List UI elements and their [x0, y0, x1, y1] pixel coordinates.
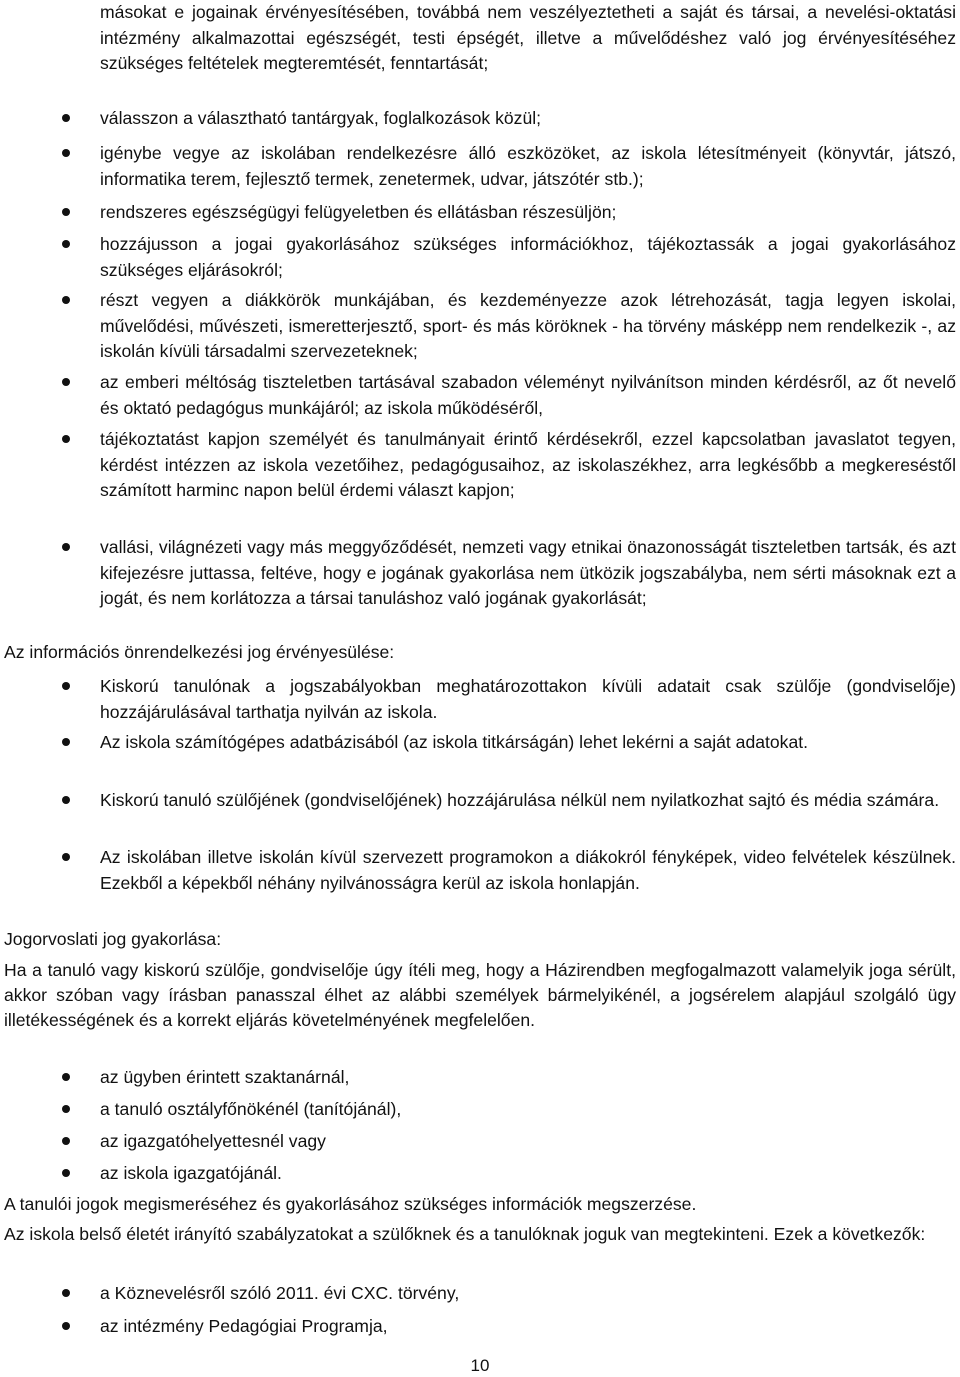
bullet-icon — [62, 1289, 70, 1297]
bullet-icon — [62, 240, 70, 248]
bullet-icon — [62, 296, 70, 304]
list-item: rendszeres egészségügyi felügyeletben és ellátásban részesüljön; — [100, 202, 617, 222]
list-item: Kiskorú tanuló szülőjének (gondviselőjének) hozzájárulása nélkül nem nyilatkozhat sajtó és média számára. — [100, 790, 940, 810]
body-paragraph: Az iskola belső életét irányító szabályzatokat a szülőknek és a tanulóknak joguk van megtekinteni. Ezek a következők: — [4, 1224, 926, 1244]
list-item: a Köznevelésről szóló 2011. évi CXC. törvény, — [100, 1283, 460, 1303]
list-item: Kiskorú tanulónak a jogszabályokban meghatározottakon kívüli adatait csak szülője (gondviselője) hozzájárulásával tarthatja nyilván az iskola. — [100, 676, 956, 722]
bullet-icon — [62, 149, 70, 157]
section-heading: Az információs önrendelkezési jog érvényesülése: — [4, 642, 395, 662]
bullet-icon — [62, 378, 70, 386]
list-item: válasszon a választható tantárgyak, foglalkozások közül; — [100, 108, 542, 128]
list-item: Az iskolában illetve iskolán kívül szervezett programokon a diákokról fényképek, video felvételek készülnek. Ezekből a képekből néhány nyilvánosságra kerül az iskola honlapján. — [100, 847, 956, 893]
list-item: részt vegyen a diákkörök munkájában, és kezdeményezze azok létrehozását, tagja legyen iskolai, művelődési, művészeti, ismeretterjesztő, sport- és más köröknek - ha törvény másképp nem rendelkezik -, az iskolán kívüli társadalmi szervezeteknek; — [100, 290, 956, 361]
list-item: a tanuló osztályfőnökénél (tanítójánál), — [100, 1099, 402, 1119]
list-item: az iskola igazgatójánál. — [100, 1163, 282, 1183]
list-item: tájékoztatást kapjon személyét és tanulmányait érintő kérdésekről, ezzel kapcsolatban javaslatot tegyen, kérdést intézzen az iskola vezetőihez, pedagógusaihoz, az iskolaszékhez, arra legkésőbb a megkereséstől számított harminc napon belül érdemi választ kapjon; — [100, 429, 956, 500]
list-item: Az iskola számítógépes adatbázisából (az iskola titkárságán) lehet lekérni a saját adatokat. — [100, 732, 809, 752]
list-item: hozzájusson a jogai gyakorlásához szükséges információkhoz, tájékoztassák a jogai gyakorlásához szükséges eljárásokról; — [100, 234, 956, 280]
bullet-icon — [62, 208, 70, 216]
list-item: az emberi méltóság tiszteletben tartásával szabadon véleményt nyilvánítson minden kérdésről, az őt nevelő és oktató pedagógus munkájáról; az iskola működéséről, — [100, 372, 956, 418]
bullet-icon — [62, 114, 70, 122]
list-item: az intézmény Pedagógiai Programja, — [100, 1316, 388, 1336]
continuation-text: másokat e jogainak érvényesítésében, továbbá nem veszélyeztetheti a saját és társai, a nevelési-oktatási intézmény alkalmazottai egészségét, testi épségét, illetve a művelődéshez való jog érvényesítéséhez szükséges feltételek megteremtését, fenntartását; — [100, 2, 956, 73]
bullet-icon — [62, 1073, 70, 1081]
bullet-icon — [62, 1105, 70, 1113]
list-item: igénybe vegye az iskolában rendelkezésre álló eszközöket, az iskola létesítményeit (könyvtár, játszó, informatika terem, fejlesztő termek, zenetermek, udvar, játszótér stb.); — [100, 143, 956, 189]
bullet-icon — [62, 1169, 70, 1177]
bullet-icon — [62, 738, 70, 746]
list-item: az ügyben érintett szaktanárnál, — [100, 1067, 350, 1087]
list-item: az igazgatóhelyettesnél vagy — [100, 1131, 326, 1151]
bullet-icon — [62, 682, 70, 690]
bullet-icon — [62, 1322, 70, 1330]
list-item: vallási, világnézeti vagy más meggyőződését, nemzeti vagy etnikai önazonosságát tiszteletben tartsák, és azt kifejezésre juttassa, feltéve, hogy e jogának gyakorlása nem ütközik jogszabályba, nem sérti másoknak ezt a jogát, és nem korlátozza a társai tanuláshoz való jogának gyakorlását; — [100, 537, 956, 608]
section-heading: Jogorvoslati jog gyakorlása: — [4, 929, 222, 949]
bullet-icon — [62, 543, 70, 551]
bullet-icon — [62, 1137, 70, 1145]
bullet-icon — [62, 796, 70, 804]
page-number: 10 — [470, 1356, 490, 1375]
bullet-icon — [62, 853, 70, 861]
bullet-icon — [62, 435, 70, 443]
body-paragraph: A tanulói jogok megismeréséhez és gyakorlásához szükséges információk megszerzése. — [4, 1194, 697, 1214]
body-paragraph: Ha a tanuló vagy kiskorú szülője, gondviselője úgy ítéli meg, hogy a Házirendben megfogalmazott valamelyik joga sérült, akkor szóban vagy írásban panasszal élhet az alábbi személyek bármelyikénél, a jogsérelem alapjául szolgáló ügy illetékességének és a korrekt eljárás követelményének megfelelően. — [4, 960, 956, 1030]
